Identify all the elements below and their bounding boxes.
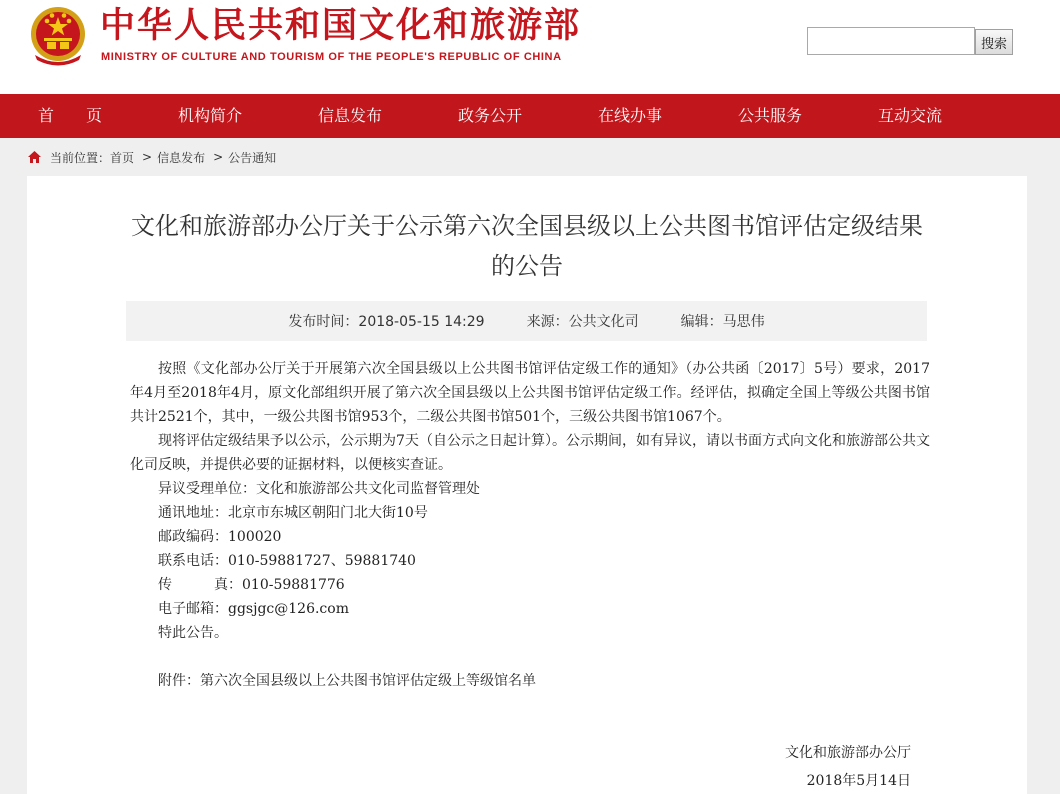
paragraph-basis: 按照《文化部办公厅关于开展第六次全国县级以上公共图书馆评估定级工作的通知》（办公共函〔2017〕5号）要求，2017年4月至2018年4月，原文化部组织开展了第六次全国县级以上公共图书馆评估定级工作。经评估，拟确定全国上等级公共图书馆共计2521个，其中，一级公共图书馆953个，二级公共图书馆501个，三级公共图书馆1067个。: [130, 361, 930, 425]
closing-remark: 特此公告。: [158, 625, 228, 641]
search-input[interactable]: [807, 27, 975, 55]
site-title-cn: 中华人民共和国文化和旅游部: [100, 6, 582, 46]
paragraph-publicity: 现将评估定级结果予以公示，公示期为7天（自公示之日起计算）。公示期间，如有异议，请以书面方式向文化和旅游部公共文化司反映，并提供必要的证据材料，以便核实查证。: [130, 433, 930, 473]
national-emblem-icon[interactable]: [25, 5, 91, 67]
nav-item-interaction[interactable]: 互动交流: [877, 106, 942, 125]
article-source: 来源：公共文化司: [526, 314, 639, 330]
publish-time: 发布时间：2018-05-15 14:29: [288, 314, 485, 330]
nav-item-home[interactable]: 首 页: [37, 106, 102, 125]
home-icon: [27, 150, 42, 164]
article-title: 文化和旅游部办公厅关于公示第六次全国县级以上公共图书馆评估定级结果的公告: [131, 212, 923, 280]
site-title-en: MINISTRY OF CULTURE AND TOURISM OF THE PEOPLE'S REPUBLIC OF CHINA: [101, 51, 562, 63]
nav-item-about[interactable]: 机构简介: [177, 106, 242, 125]
breadcrumb-separator: >: [213, 150, 224, 164]
sign-date: 2018年5月14日: [806, 773, 911, 789]
article-editor: 编辑：马思伟: [680, 314, 765, 330]
fax-number: 传 真：010-59881776: [158, 577, 345, 593]
nav-item-public-services[interactable]: 公共服务: [737, 106, 802, 125]
nav-item-news[interactable]: 信息发布: [317, 106, 382, 125]
attachment-link[interactable]: 附件：第六次全国县级以上公共图书馆评估定级上等级馆名单: [158, 673, 536, 689]
email-address: 电子邮箱：ggsjgc@126.com: [158, 601, 349, 617]
signer-name: 文化和旅游部办公厅: [785, 745, 911, 761]
contact-phone: 联系电话：010-59881727、59881740: [158, 553, 416, 569]
article-body: [130, 357, 930, 693]
spacer: [130, 645, 930, 669]
search-button[interactable]: 搜索: [975, 29, 1013, 55]
postal-code: 邮政编码：100020: [158, 529, 282, 545]
nav-item-online-services[interactable]: 在线办事: [597, 106, 662, 125]
breadcrumb-news[interactable]: 信息发布: [157, 150, 206, 165]
objection-unit: 异议受理单位：文化和旅游部公共文化司监督管理处: [158, 481, 480, 497]
signature-block: [785, 739, 911, 794]
main-nav: [0, 94, 1060, 138]
breadcrumb-prefix: 当前位置：: [50, 150, 111, 165]
article-meta: [126, 301, 927, 341]
article-card: [27, 176, 1027, 794]
breadcrumb-home[interactable]: 首页: [110, 150, 135, 165]
breadcrumb: [27, 146, 276, 168]
nav-item-government-affairs[interactable]: 政务公开: [457, 106, 522, 125]
breadcrumb-notices[interactable]: 公告通知: [228, 150, 277, 165]
breadcrumb-separator: >: [142, 150, 153, 164]
mailing-address: 通讯地址：北京市东城区朝阳门北大街10号: [158, 505, 428, 521]
site-header: [0, 0, 1060, 94]
